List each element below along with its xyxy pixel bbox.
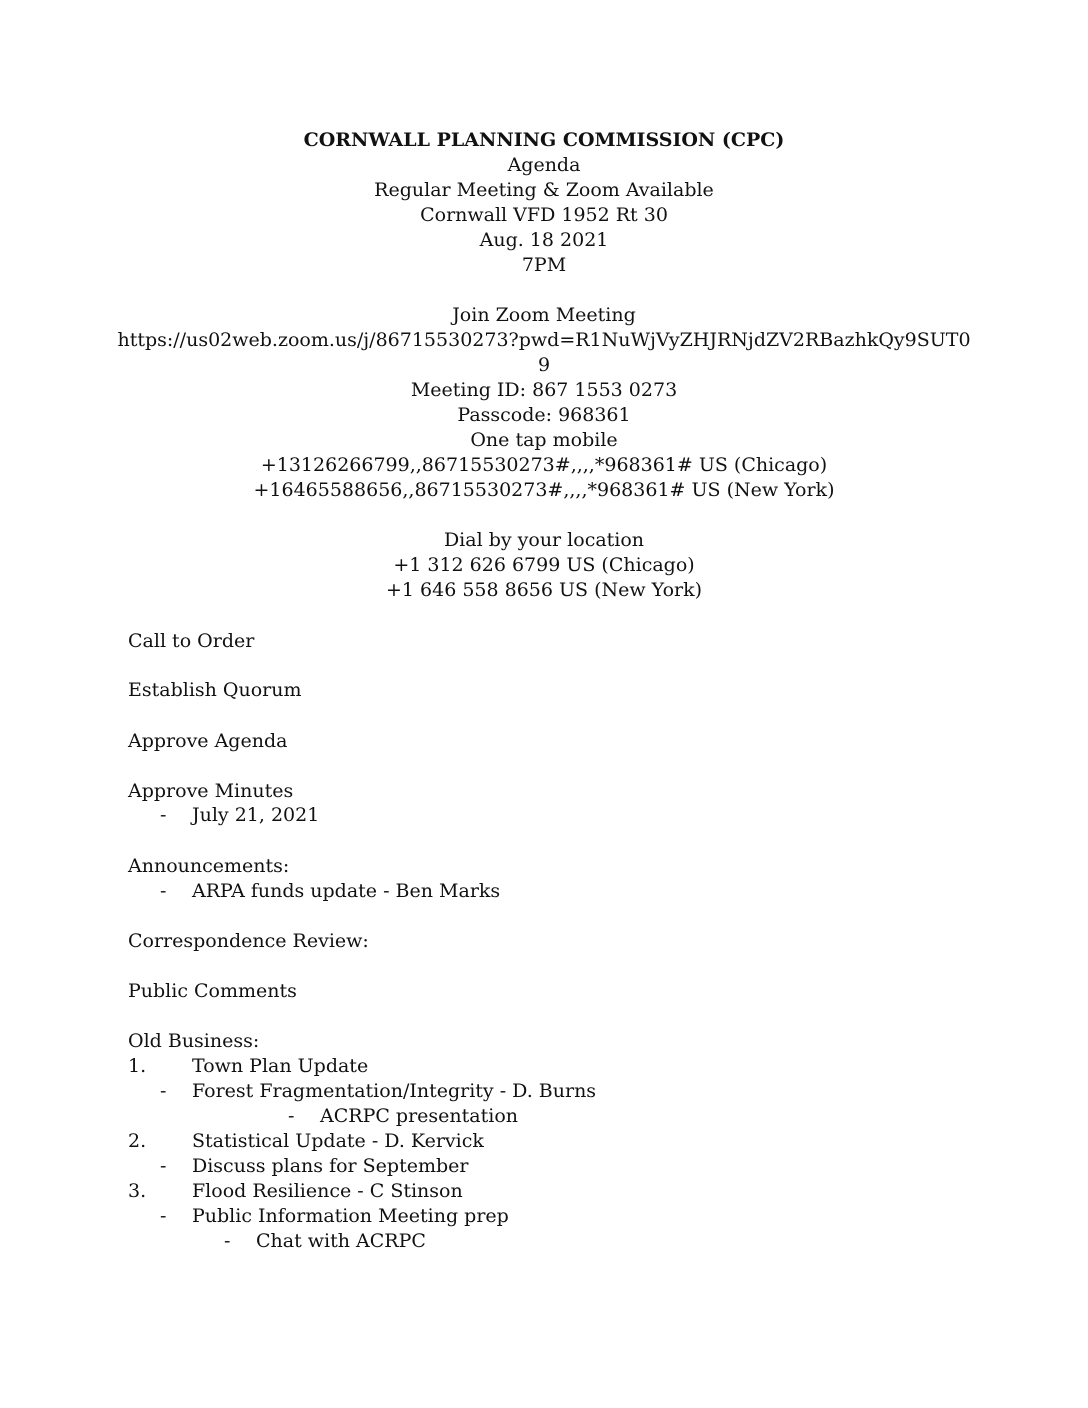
meeting-location: Cornwall VFD 1952 Rt 30	[420, 204, 668, 226]
bullet-dash: -	[160, 880, 167, 902]
bullet-dash: -	[160, 1155, 167, 1177]
bullet-dash: -	[288, 1105, 295, 1127]
item-number: 1.	[128, 1055, 147, 1077]
bullet-dash: -	[160, 1080, 167, 1102]
minutes-date: July 21, 2021	[192, 804, 320, 826]
one-tap-chicago: +13126266799,,86715530273#,,,,*968361# US (Chicago)	[260, 454, 828, 476]
item-subsub: Chat with ACRPC	[256, 1230, 426, 1252]
agenda-old-business: Old Business:	[128, 1030, 260, 1052]
item-sub: Public Information Meeting prep	[192, 1205, 509, 1227]
bullet-dash: -	[160, 804, 167, 826]
item-number: 3.	[128, 1180, 147, 1202]
zoom-url-line-1[interactable]: https://us02web.zoom.us/j/86715530273?pwd=R1NuWjVyZHJRNjdZV2RBazhkQy9SUT0	[117, 329, 971, 351]
zoom-meeting-id: Meeting ID: 867 1553 0273	[410, 379, 678, 401]
item-number: 2.	[128, 1130, 147, 1152]
zoom-url-line-2[interactable]: 9	[537, 354, 551, 376]
item-title: Statistical Update - D. Kervick	[192, 1130, 484, 1152]
document-title: CORNWALL PLANNING COMMISSION (CPC)	[303, 129, 785, 151]
item-title: Town Plan Update	[192, 1055, 369, 1077]
zoom-passcode: Passcode: 968361	[457, 404, 631, 426]
announcement-item: ARPA funds update - Ben Marks	[192, 880, 501, 902]
agenda-correspondence: Correspondence Review:	[128, 930, 369, 952]
item-title: Flood Resilience - C Stinson	[192, 1180, 463, 1202]
item-sub: Discuss plans for September	[192, 1155, 469, 1177]
agenda-approve-agenda: Approve Agenda	[128, 730, 288, 752]
agenda-establish-quorum: Establish Quorum	[128, 679, 302, 701]
meeting-date: Aug. 18 2021	[479, 229, 609, 251]
meeting-type: Regular Meeting & Zoom Available	[374, 179, 714, 201]
one-tap-newyork: +16465588656,,86715530273#,,,,*968361# US (New York)	[253, 479, 835, 501]
zoom-join-label: Join Zoom Meeting	[452, 304, 636, 326]
dial-newyork: +1 646 558 8656 US (New York)	[385, 579, 703, 601]
bullet-dash: -	[160, 1205, 167, 1227]
dial-label: Dial by your location	[443, 529, 645, 551]
agenda-announcements: Announcements:	[128, 855, 290, 877]
agenda-approve-minutes: Approve Minutes	[128, 780, 294, 802]
dial-chicago: +1 312 626 6799 US (Chicago)	[393, 554, 695, 576]
agenda-public-comments: Public Comments	[128, 980, 297, 1002]
meeting-time: 7PM	[521, 254, 567, 276]
item-sub: Forest Fragmentation/Integrity - D. Burns	[192, 1080, 597, 1102]
agenda-call-to-order: Call to Order	[128, 630, 255, 652]
bullet-dash: -	[224, 1230, 231, 1252]
one-tap-label: One tap mobile	[470, 429, 618, 451]
document-type: Agenda	[507, 154, 581, 176]
item-subsub: ACRPC presentation	[320, 1105, 518, 1127]
